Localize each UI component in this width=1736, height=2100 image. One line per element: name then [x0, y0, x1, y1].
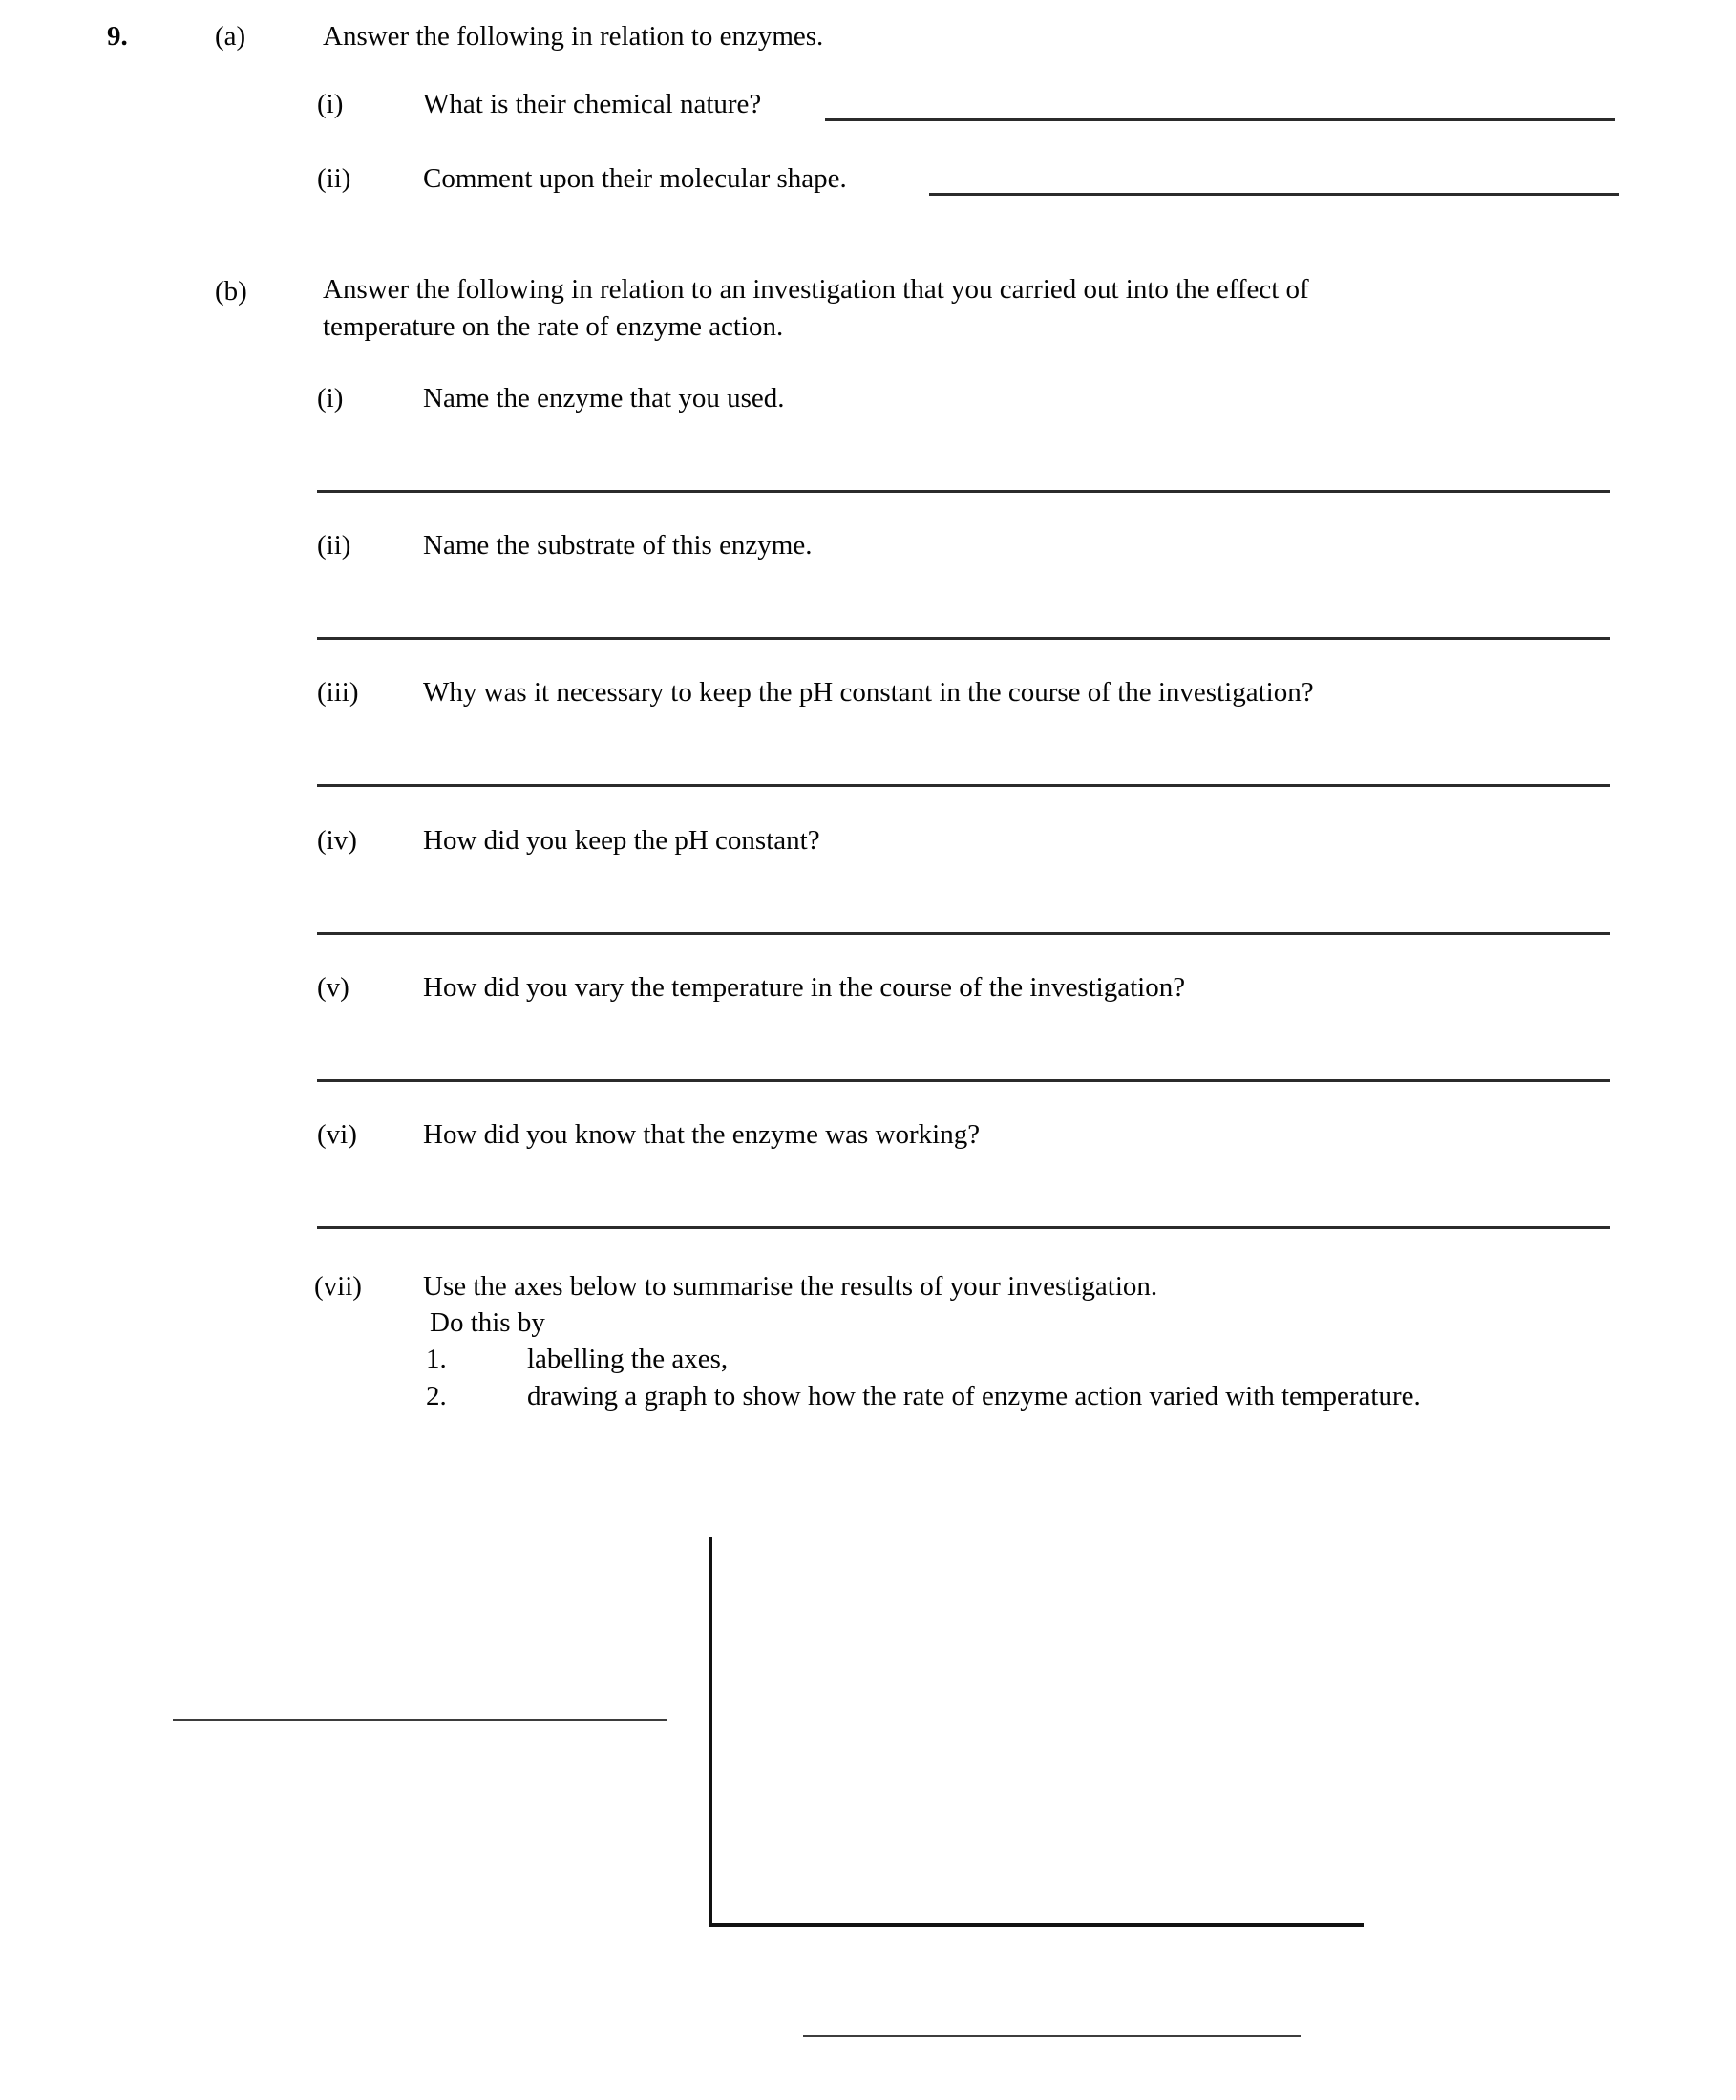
x-axis-label-blank[interactable] — [803, 2035, 1301, 2037]
part-b-item-ii-label: (ii) — [317, 530, 351, 561]
part-b-item-i-label: (i) — [317, 383, 344, 414]
part-a-item-ii-text: Comment upon their molecular shape. — [423, 163, 847, 194]
part-a-label: (a) — [215, 21, 246, 52]
part-b-item-iii-text: Why was it necessary to keep the pH constant in the course of the investigation? — [423, 677, 1314, 708]
part-b-item-vi-text: How did you know that the enzyme was working? — [423, 1119, 981, 1150]
graph-drawing-area[interactable] — [712, 1537, 1360, 1923]
answer-line-b-iii[interactable] — [317, 784, 1610, 787]
answer-line-b-ii[interactable] — [317, 637, 1610, 640]
part-a-intro: Answer the following in relation to enzymes. — [323, 21, 824, 52]
part-b-item-vii-subintro: Do this by — [430, 1307, 545, 1338]
step-1-number: 1. — [426, 1344, 447, 1374]
graph-x-axis — [709, 1923, 1364, 1927]
part-b-item-ii-text: Name the substrate of this enzyme. — [423, 530, 813, 561]
part-a-item-i-text: What is their chemical nature? — [423, 89, 762, 119]
answer-line-b-i[interactable] — [317, 490, 1610, 493]
step-2-number: 2. — [426, 1381, 447, 1411]
part-a-item-ii-label: (ii) — [317, 163, 351, 194]
part-b-item-vii-text: Use the axes below to summarise the results of your investigation. — [423, 1271, 1158, 1302]
part-b-label: (b) — [215, 276, 247, 307]
step-2-text: drawing a graph to show how the rate of enzyme action varied with temperature. — [527, 1381, 1421, 1411]
question-number: 9. — [107, 21, 128, 52]
part-b-item-i-text: Name the enzyme that you used. — [423, 383, 785, 414]
part-b-item-vii-label: (vii) — [314, 1271, 362, 1302]
part-b-intro-line1: Answer the following in relation to an investigation that you carried out into the effect of — [323, 274, 1309, 305]
answer-line-b-vi[interactable] — [317, 1226, 1610, 1229]
graph-y-axis — [709, 1537, 712, 1926]
part-b-intro-line2: temperature on the rate of enzyme action. — [323, 311, 784, 342]
part-b-item-v-label: (v) — [317, 972, 349, 1003]
part-b-item-v-text: How did you vary the temperature in the course of the investigation? — [423, 972, 1186, 1003]
part-a-item-i-label: (i) — [317, 89, 344, 119]
part-b-intro — [323, 271, 1309, 346]
answer-blank-a-i[interactable] — [825, 118, 1615, 121]
y-axis-label-blank[interactable] — [173, 1719, 667, 1721]
answer-blank-a-ii[interactable] — [929, 193, 1619, 196]
part-b-item-iii-label: (iii) — [317, 677, 359, 708]
part-b-item-iv-text: How did you keep the pH constant? — [423, 825, 820, 856]
step-1-text: labelling the axes, — [527, 1344, 729, 1374]
part-b-item-iv-label: (iv) — [317, 825, 357, 856]
answer-line-b-v[interactable] — [317, 1079, 1610, 1082]
part-b-item-vi-label: (vi) — [317, 1119, 357, 1150]
answer-line-b-iv[interactable] — [317, 932, 1610, 935]
